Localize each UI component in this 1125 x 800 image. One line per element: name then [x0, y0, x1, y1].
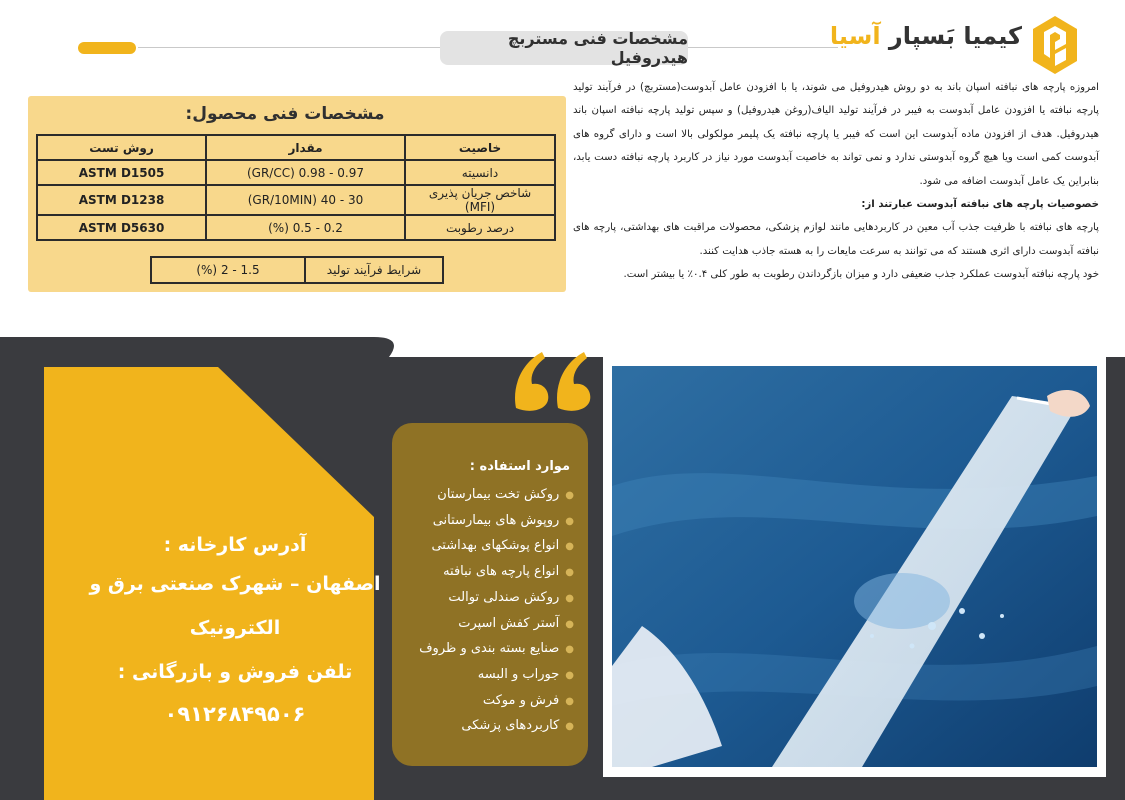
row-method: ASTM D5630 [37, 215, 206, 240]
condition-label: شرایط فرآیند تولید [305, 257, 443, 283]
bullet-icon: ● [565, 669, 574, 681]
sales-phone-value: ۰۹۱۲۶۸۴۹۵۰۶ [164, 702, 306, 726]
factory-address-value: اصفهان – شهرک صنعتی برق و الکترونیک [89, 573, 381, 639]
sales-phone-label: تلفن فروش و بازرگانی : [117, 661, 353, 683]
spec-table-header [37, 135, 555, 160]
bullet-icon: ● [565, 490, 574, 501]
table-row [37, 160, 555, 185]
bullet-icon: ● [565, 618, 574, 630]
list-item: ●صنایع بسته بندی و ظروف [419, 641, 574, 657]
page-title: مشخصات فنی مستربچ هیدروفیل [440, 31, 688, 65]
list-item: ●جوراب و البسه [477, 666, 574, 682]
bullet-icon: ● [565, 515, 574, 527]
row-property: شاخص جریان پذیری (MFI) [405, 185, 555, 215]
brand-logo-icon [1030, 14, 1080, 76]
condition-table [150, 256, 444, 284]
uses-list [419, 483, 574, 740]
table-row [151, 257, 443, 283]
intro-subheading: خصوصیات پارچه های نبافته آبدوست عبارتند از: [861, 199, 1099, 211]
row-value: 0.97 - 0.98 (GR/CC) [206, 160, 405, 185]
brand-name [829, 22, 1022, 62]
list-item: ●انواع پارچه های نبافته [443, 564, 574, 580]
list-item: ●انواع پوشکهای بهداشتی [431, 538, 574, 554]
brand-name-part2: آسیا [829, 22, 881, 50]
row-value: 30 - 40 (GR/10MIN) [206, 185, 405, 215]
list-item: ●روکش تخت بیمارستان [437, 487, 574, 502]
table-row [37, 185, 555, 215]
spec-title: مشخصات فنی محصول: [185, 104, 385, 124]
spec-table [36, 134, 556, 241]
row-property: درصد رطوبت [405, 215, 555, 240]
list-item: ●آستر کفش اسپرت [458, 615, 574, 631]
list-item: ●فرش و موکت [482, 692, 574, 708]
row-method: ASTM D1505 [37, 160, 206, 185]
table-row [37, 215, 555, 240]
row-property: دانسیته [405, 160, 555, 185]
header-method: روش تست [37, 135, 206, 160]
uses-title: موارد استفاده : [469, 459, 570, 474]
row-value: 0.2 - 0.5 (%) [206, 215, 405, 240]
bullet-icon: ● [565, 567, 574, 579]
intro-paragraph-2: پارچه های نبافته با ظرفیت جذب آب معین در کاربردهایی مانند لوازم پزشکی، محصولات مراقبت های بهداشتی، پارچه های نبافته آبدوست دارای اثری هستند که می توانند به سرعت مایعات را به هسته جاذب هدایت کنند. [573, 222, 1099, 257]
header-value: مقدار [206, 135, 405, 160]
row-method: ASTM D1238 [37, 185, 206, 215]
bullet-icon: ● [565, 695, 574, 707]
condition-value: 1.5 - 2 (%) [151, 257, 305, 283]
contact-info [50, 528, 420, 734]
bullet-icon: ● [565, 721, 574, 733]
list-item: ●کاربردهای پزشکی [461, 718, 574, 734]
header-property: خاصیت [405, 135, 555, 160]
bullet-icon: ● [565, 644, 574, 656]
header-accent-bar [78, 42, 136, 54]
uses-panel [392, 423, 588, 766]
quote-icon [510, 346, 596, 418]
bullet-icon: ● [565, 592, 574, 604]
factory-address-label: آدرس کارخانه : [163, 534, 307, 556]
bullet-icon: ● [565, 541, 574, 553]
list-item: ●روکش صندلی توالت [448, 589, 574, 605]
intro-paragraph-1: امروزه پارچه های نبافته اسپان باند به دو روش هیدروفیل می شوند، یا با افزودن عامل آبدوست(مستربچ) در فرآیند تولید پارچه نبافته یا افزودن عامل آبدوست به فیبر در فرآیند تولید الیاف(روغن هیدروفیل) و سپس تولید پارچه نبافته اسپان باند هیدروفیل. هدف از افزودن ماده آبدوست این است که فیبر یا پارچه نبافته یک پلیمر مولکولی بالا است و دارای گروه های آبدوست کمی است ویا هیچ گروه آبدوستی ندارد و نمی تواند به خاصیت آبدوست مورد نیاز در کاربرد پارچه نبافته دست یابد، بنابراین یک عامل آبدوست اضافه می شود. [573, 82, 1099, 187]
brand-name-part1: کیمیا بَسپار [888, 22, 1022, 50]
product-photo [612, 366, 1097, 767]
intro-text [573, 76, 1099, 287]
list-item: ●روپوش های بیمارستانی [432, 512, 574, 528]
intro-paragraph-3: خود پارچه نبافته آبدوست عملکرد جذب ضعیفی دارد و میزان بازگرداندن رطوبت به طور کلی ۰.۴٪ یا بیشتر است. [623, 269, 1099, 281]
